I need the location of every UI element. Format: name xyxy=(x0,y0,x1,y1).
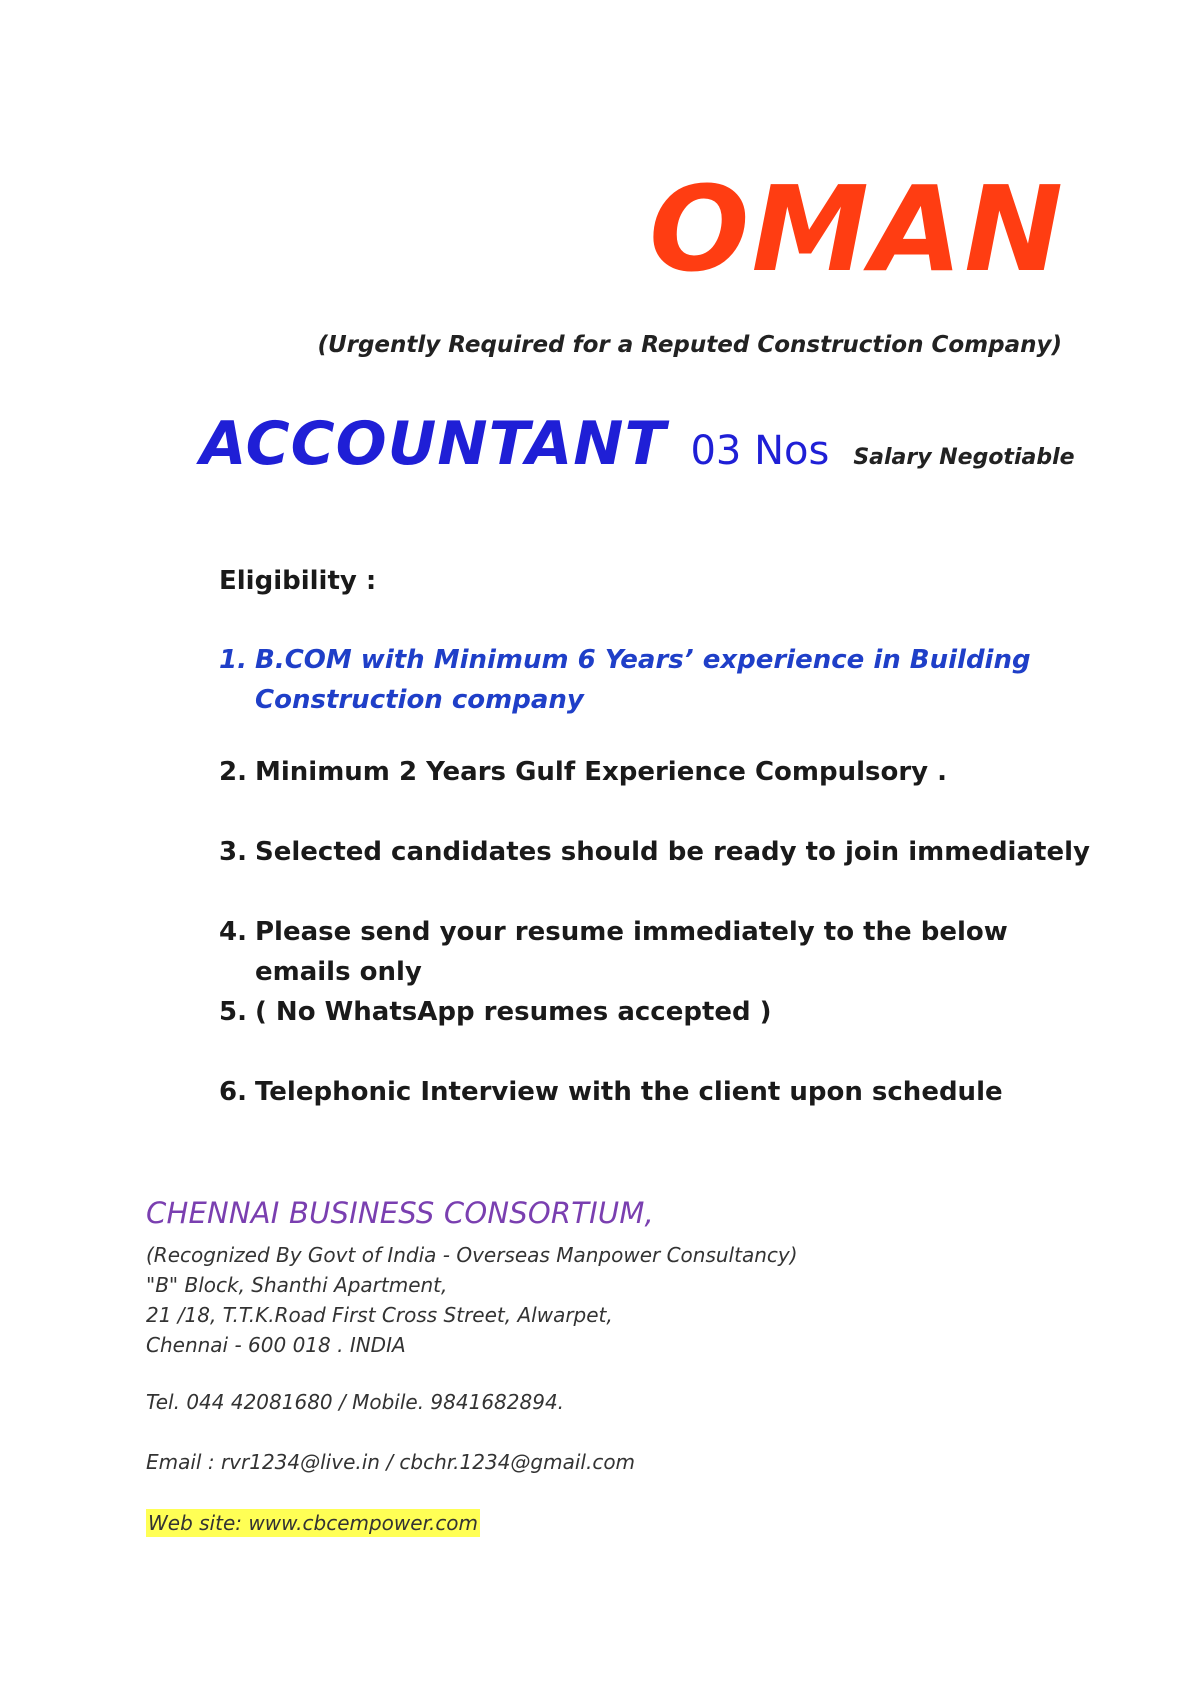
item-number: 1. xyxy=(219,645,247,675)
address-line: (Recognized By Govt of India - Overseas Manpower Consultancy) xyxy=(146,1243,798,1267)
list-item xyxy=(219,1072,1099,1112)
list-item xyxy=(219,640,1099,720)
item-number: 3. xyxy=(219,837,247,867)
item-text: Selected candidates should be ready to join immediately xyxy=(255,837,1090,867)
item-number: 6. xyxy=(219,1077,247,1107)
item-number: 2. xyxy=(219,757,247,787)
item-text: B.COM with Minimum 6 Years’ experience in Building Construction company xyxy=(255,645,1031,715)
item-text: Please send your resume immediately to the below emails only xyxy=(255,917,1008,987)
company-name: CHENNAI BUSINESS CONSORTIUM, xyxy=(146,1196,654,1230)
address-line: 21 /18, T.T.K.Road First Cross Street, Alwarpet, xyxy=(146,1303,613,1327)
item-number: 4. xyxy=(219,917,247,947)
job-title: ACCOUNTANT xyxy=(200,409,667,479)
salary-note: Salary Negotiable xyxy=(853,445,1075,470)
eligibility-heading: Eligibility : xyxy=(219,566,377,596)
website-link[interactable]: Web site: www.cbcempower.com xyxy=(148,1511,479,1535)
vacancy-count: 03 Nos xyxy=(690,428,830,474)
eligibility-list xyxy=(219,640,1099,1112)
item-text: ( No WhatsApp resumes accepted ) xyxy=(255,997,772,1027)
address-line: "B" Block, Shanthi Apartment, xyxy=(146,1273,448,1297)
list-item xyxy=(219,912,1099,992)
list-item xyxy=(219,832,1099,872)
position-row xyxy=(200,409,1080,479)
address-line: Chennai - 600 018 . INDIA xyxy=(146,1333,406,1357)
list-item xyxy=(219,752,1099,792)
company-address xyxy=(146,1240,798,1360)
email-line: Email : rvr1234@live.in / cbchr.1234@gmail.com xyxy=(146,1450,636,1474)
item-text: Minimum 2 Years Gulf Experience Compulsory . xyxy=(255,757,948,787)
item-text: Telephonic Interview with the client upon schedule xyxy=(255,1077,1003,1107)
item-number: 5. xyxy=(219,997,247,1027)
telephone-line: Tel. 044 42081680 / Mobile. 9841682894. xyxy=(146,1390,565,1414)
country-heading: OMAN xyxy=(649,160,1065,298)
subtitle: (Urgently Required for a Reputed Construction Company) xyxy=(317,332,1062,358)
list-item xyxy=(219,992,1099,1032)
